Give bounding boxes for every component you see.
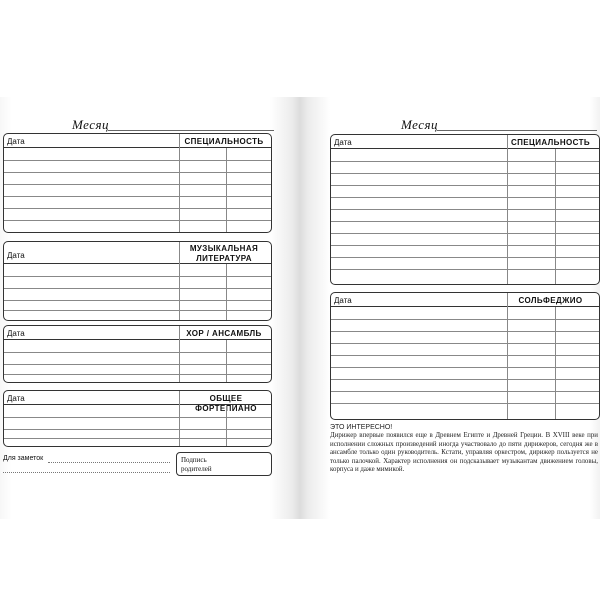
block-header bbox=[4, 134, 271, 148]
fact-text: Дирижер впервые появился еще в Древнем Египте и Древней Греции. В XVIII веке при исполнении сложных произведений иногда участвовало до пяти дирижеров, сегодня же в ансамбле только один руководитель. Кстати, управляя оркестром, дирижер пользуется не только палочкой. Характер исполнения он подсказывает музыкантам движением головы, корпуса и даже мимикой. bbox=[330, 432, 598, 474]
row-line[interactable] bbox=[4, 208, 271, 209]
date-label: Дата bbox=[7, 137, 25, 146]
column-divider bbox=[555, 149, 556, 284]
row-line[interactable] bbox=[331, 161, 599, 162]
signature-label: Подпись родителей bbox=[181, 456, 212, 473]
date-label: Дата bbox=[7, 329, 25, 338]
subject-title: СПЕЦИАЛЬНОСТЬ bbox=[184, 137, 264, 146]
row-line[interactable] bbox=[4, 310, 271, 311]
row-line[interactable] bbox=[4, 374, 271, 375]
row-line[interactable] bbox=[331, 331, 599, 332]
subject-title: СОЛЬФЕДЖИО bbox=[518, 296, 583, 305]
subject-title: ХОР / АНСАМБЛЬ bbox=[186, 329, 262, 338]
row-line[interactable] bbox=[4, 276, 271, 277]
column-divider bbox=[226, 264, 227, 320]
row-line[interactable] bbox=[4, 364, 271, 365]
notes-line[interactable] bbox=[3, 472, 170, 473]
subject-title: ОБЩЕЕ ФОРТЕПИАНО bbox=[195, 394, 257, 413]
notes-label: Для заметок bbox=[3, 455, 44, 462]
column-divider bbox=[226, 405, 227, 446]
row-line[interactable] bbox=[4, 220, 271, 221]
row-line[interactable] bbox=[4, 184, 271, 185]
row-line[interactable] bbox=[331, 391, 599, 392]
schedule-block-specialty bbox=[3, 133, 272, 233]
row-line[interactable] bbox=[4, 438, 271, 439]
row-line[interactable] bbox=[331, 355, 599, 356]
schedule-block-solfeggio bbox=[330, 292, 600, 420]
date-label: Дата bbox=[7, 394, 25, 403]
row-line[interactable] bbox=[331, 221, 599, 222]
column-divider bbox=[179, 242, 180, 320]
month-label: Месяц bbox=[72, 117, 110, 132]
schedule-block-specialty bbox=[330, 134, 600, 285]
block-header bbox=[331, 293, 599, 307]
row-line[interactable] bbox=[4, 160, 271, 161]
notes-line[interactable] bbox=[48, 462, 170, 463]
row-line[interactable] bbox=[331, 257, 599, 258]
row-line[interactable] bbox=[4, 352, 271, 353]
row-line[interactable] bbox=[4, 417, 271, 418]
column-divider bbox=[226, 340, 227, 382]
column-divider bbox=[507, 293, 508, 419]
row-line[interactable] bbox=[4, 429, 271, 430]
row-line[interactable] bbox=[331, 173, 599, 174]
subject-title: СПЕЦИАЛЬНОСТЬ bbox=[510, 138, 591, 147]
row-line[interactable] bbox=[4, 288, 271, 289]
signature-box[interactable] bbox=[176, 452, 272, 476]
block-header bbox=[4, 326, 271, 340]
month-line bbox=[437, 130, 597, 131]
row-line[interactable] bbox=[331, 343, 599, 344]
fact-title: ЭТО ИНТЕРЕСНО! bbox=[330, 424, 393, 431]
row-line[interactable] bbox=[331, 233, 599, 234]
block-header bbox=[4, 391, 271, 413]
row-line[interactable] bbox=[331, 245, 599, 246]
date-label: Дата bbox=[334, 138, 352, 147]
row-line[interactable] bbox=[331, 319, 599, 320]
fun-fact bbox=[330, 424, 598, 474]
schedule-block-choir bbox=[3, 325, 272, 383]
row-line[interactable] bbox=[331, 403, 599, 404]
block-header bbox=[331, 135, 599, 149]
schedule-block-piano bbox=[3, 390, 272, 447]
row-line[interactable] bbox=[4, 196, 271, 197]
block-header bbox=[4, 242, 271, 264]
subject-title: МУЗЫКАЛЬНАЯ ЛИТЕРАТУРА bbox=[189, 244, 259, 263]
row-line[interactable] bbox=[331, 379, 599, 380]
month-label: Месяц bbox=[401, 117, 439, 132]
row-line[interactable] bbox=[4, 300, 271, 301]
column-divider bbox=[179, 134, 180, 232]
row-line[interactable] bbox=[331, 197, 599, 198]
month-line bbox=[108, 130, 274, 131]
row-line[interactable] bbox=[331, 185, 599, 186]
row-line[interactable] bbox=[4, 172, 271, 173]
schedule-block-music-literature bbox=[3, 241, 272, 321]
date-label: Дата bbox=[334, 296, 352, 305]
row-line[interactable] bbox=[331, 209, 599, 210]
date-label: Дата bbox=[7, 251, 25, 260]
row-line[interactable] bbox=[331, 269, 599, 270]
row-line[interactable] bbox=[331, 367, 599, 368]
